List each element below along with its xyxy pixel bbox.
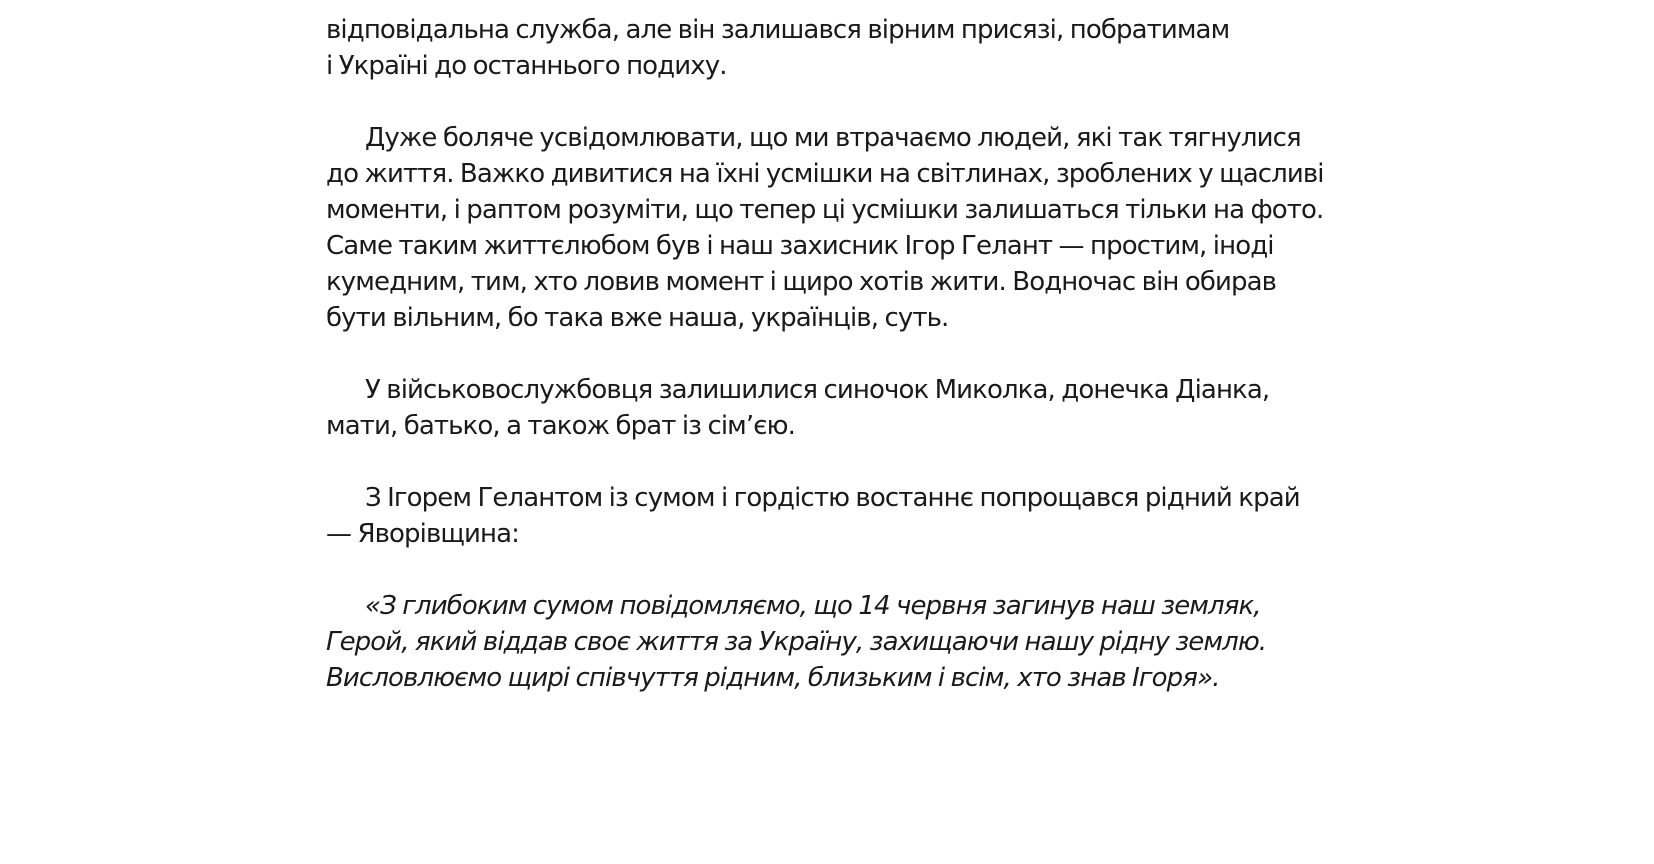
text-line: Герой, який віддав своє життя за Україну, захищаючи нашу рідну землю. [326, 627, 1267, 657]
text-line: — Яворівщина: [326, 519, 519, 549]
text-line: до життя. Важко дивитися на їхні усмішки на світлинах, зроблених у щасливі [326, 159, 1324, 189]
text-line: моменти, і раптом розуміти, що тепер ці усмішки залишаться тільки на фото. [326, 195, 1324, 225]
text-line: Саме таким життєлюбом був і наш захисник Ігор Гелант — простим, іноді [326, 231, 1274, 261]
text-line: Дуже боляче усвідомлювати, що ми втрачаємо людей, які так тягнулися [365, 123, 1301, 153]
text-line: і Україні до останнього подиху. [326, 51, 727, 81]
document-page [326, 12, 1366, 732]
quote-condolence [326, 588, 1366, 696]
paragraph-family [326, 372, 1366, 444]
text-line: відповідальна служба, але він залишався вірним присязі, побратимам [326, 15, 1230, 45]
text-line: З Ігорем Гелантом із сумом і гордістю востаннє попрощався рідний край [365, 483, 1300, 513]
text-line: кумедним, тим, хто ловив момент і щиро хотів жити. Водночас він обирав [326, 267, 1277, 297]
text-line: мати, батько, а також брат із сім’єю. [326, 411, 795, 441]
paragraph-memory [326, 120, 1366, 336]
text-line: бути вільним, бо така вже наша, українців, суть. [326, 303, 949, 333]
text-line: Висловлюємо щирі співчуття рідним, близьким і всім, хто знав Ігоря». [326, 663, 1220, 693]
text-line: У військовослужбовця залишилися синочок Миколка, донечка Діанка, [365, 375, 1270, 405]
paragraph-farewell [326, 480, 1366, 552]
text-line: «З глибоким сумом повідомляємо, що 14 червня загинув наш земляк, [365, 591, 1261, 621]
paragraph-service [326, 12, 1366, 84]
